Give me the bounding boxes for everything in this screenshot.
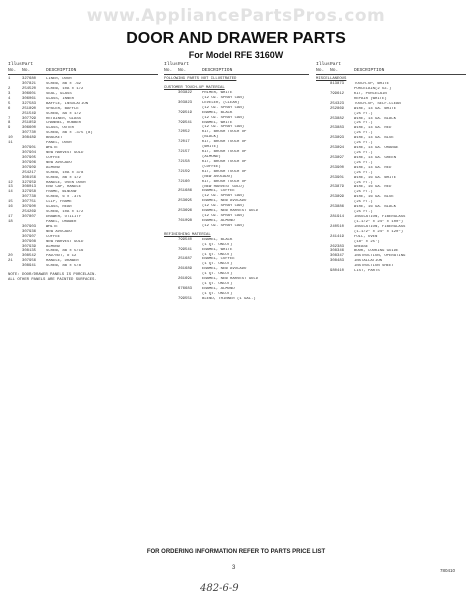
part-description: (1 QT. UNCUT)	[202, 291, 233, 296]
part-description: ENAMEL, ALMOND	[202, 219, 235, 223]
part-description: RETAINER, GLASS	[46, 116, 82, 121]
part-description: INSULATION, FIBERGLASS	[354, 224, 406, 229]
part-number: 253695	[178, 199, 193, 204]
part-description: (25 FT.)	[354, 160, 373, 165]
part-number: 253696	[178, 209, 193, 214]
illus-number: 11	[8, 141, 13, 146]
part-description: WIRE, 14 GA. ORANGE	[354, 146, 399, 151]
part-description: (12 OZ. SPRAY CAN)	[202, 223, 245, 228]
part-number: 980410	[330, 269, 345, 274]
part-number: 327583	[22, 101, 37, 106]
part-description: GREASE	[354, 244, 369, 249]
part-number: 308346	[330, 249, 345, 254]
part-number: 799540	[178, 237, 193, 242]
page-number: 3	[232, 565, 236, 571]
illus-number: 20	[8, 254, 13, 259]
part-number: 327958	[22, 190, 37, 195]
miscellaneous-list	[316, 82, 466, 274]
illus-number: 14	[8, 190, 13, 195]
part-number: 303822	[178, 91, 193, 96]
part-description: PORCELAIN(2 OZ.)	[354, 87, 392, 92]
part-description: INSTRUCTION, OPERATING	[354, 254, 406, 259]
part-number: 799612	[330, 91, 345, 96]
note-line: ALL OTHER PANELS ARE PAINTED SURFACES.	[8, 278, 97, 283]
refinishing-list	[164, 238, 309, 302]
part-number: 254520	[22, 87, 37, 92]
section-heading: REFINISHING MATERIAL	[164, 232, 211, 237]
part-description: WHITE	[46, 224, 58, 229]
parts-column-1	[8, 62, 158, 283]
part-number: 72017	[178, 140, 190, 145]
part-number: 307907	[22, 234, 37, 239]
part-description: (1 QT. UNCUT)	[202, 242, 233, 247]
part-number	[178, 224, 202, 229]
illus-number: 18	[8, 219, 13, 224]
illus-number: 16	[8, 205, 13, 210]
part-number: 307807	[22, 215, 37, 219]
part-description: KIT, BRUSH TOUCH UP	[202, 130, 247, 135]
part-description: FRAME, WINDOW	[46, 190, 77, 195]
part-number: 307939	[22, 244, 37, 249]
part-description: (25 FT.)	[354, 151, 373, 156]
part-description: (NEW AVOCADO)	[202, 174, 233, 179]
part-description: (1 QT. UNCUT)	[202, 282, 233, 287]
part-number: 307909	[22, 165, 37, 170]
part-description: REPAIR (WHITE)	[354, 96, 387, 101]
part-row	[8, 264, 158, 269]
column-header	[8, 62, 158, 75]
part-number: 799541	[178, 120, 193, 125]
part-description: SCREW, 8A x 1/2	[46, 111, 82, 116]
header-no: No.	[316, 67, 325, 73]
header-part: Part	[22, 62, 34, 67]
part-description: (1 QT. UNCUT)	[202, 272, 233, 277]
illus-number: 2	[8, 87, 11, 92]
part-description: INSTRUCTION SHEET	[354, 264, 394, 269]
part-number: 676683	[178, 286, 193, 291]
part-number: 254217	[22, 170, 37, 175]
part-description: WIRE, 14 GA. GREEN	[354, 155, 397, 160]
part-row	[316, 269, 466, 274]
part-description: (25 FT.)	[354, 200, 373, 205]
part-description: (12 OZ. SPRAY CAN)	[202, 95, 245, 100]
part-description: NEW HARVEST GOLD	[46, 239, 84, 244]
section-heading: MISCELLANEOUS	[316, 77, 347, 82]
illus-number: 3	[8, 91, 11, 96]
part-number: 253886	[330, 205, 345, 210]
part-description: SCREW, 8B x .375 (8)	[46, 131, 93, 136]
part-description: SCREW, 8B x .62	[46, 82, 82, 87]
column-header	[164, 62, 309, 75]
part-description: WIRE, 16 GA. BLUE	[354, 195, 394, 200]
part-number: 251687	[178, 257, 193, 262]
part-description: KIT, BRUSH TOUCH UP	[202, 169, 247, 174]
part-number: 799551	[178, 296, 193, 301]
part-description: LEVELER, (CLEAR)	[202, 100, 240, 105]
part-number: 251859	[22, 121, 37, 126]
part-description: (25 FT.)	[354, 141, 373, 146]
illus-number	[316, 269, 330, 274]
part-description: (ALMOND)	[202, 155, 221, 160]
part-description: KIT, BRUSH TOUCH UP	[202, 150, 247, 155]
part-number: 253883	[330, 126, 345, 131]
part-number: 240510	[330, 224, 345, 229]
part-description: END CAP, HANDLE	[46, 185, 82, 190]
illus-number	[164, 224, 178, 229]
part-description: BAFFLE, INSULATION	[46, 101, 89, 106]
header-no-2: No.	[330, 67, 339, 73]
part-description: (25 FT.)	[354, 190, 373, 195]
part-number: 72160	[178, 179, 190, 184]
part-description: (25 FT.)	[354, 121, 373, 126]
illus-number: 10	[8, 136, 13, 141]
part-description: INSTALLATION	[354, 259, 383, 264]
part-description: WHITE	[46, 146, 58, 151]
part-description: ENAMEL, WHITE	[202, 120, 233, 125]
part-description: (COFFEE)	[202, 164, 221, 169]
part-number: 72052	[178, 130, 190, 135]
part-number: 307900	[22, 205, 37, 210]
note-line: NOTE: DOOR/DRAWER PANELS IS PORCELAIN.	[8, 273, 97, 278]
part-number: 308483	[330, 259, 345, 264]
part-row	[164, 297, 309, 302]
part-description: HANDLE, OVEN DOOR	[46, 180, 86, 185]
handwritten-note: 482-6-9	[200, 583, 239, 594]
part-description: SCREW, 8B x 1/2	[46, 175, 82, 180]
part-description: (1-1/2" x 24" x 120")	[354, 229, 404, 234]
page-title: DOOR AND DRAWER PARTS	[126, 30, 346, 47]
part-description: KIT, BRUSH TOUCH UP	[202, 159, 247, 164]
part-description: ENAMEL, WHITE	[202, 247, 233, 252]
part-number: 307903	[22, 224, 37, 229]
part-description: WIRE, 14 GA. RED	[354, 126, 392, 131]
part-description: LIST, PARTS	[354, 269, 380, 274]
illus-number	[164, 297, 178, 302]
part-description: WIRE, 16 GA. RED	[354, 185, 392, 190]
part-description: WIRE, 14 GA. BLACK	[354, 116, 397, 121]
part-description: (25 FT.)	[354, 180, 373, 185]
header-description: DESCRIPTION	[46, 67, 77, 73]
illus-number: 9	[8, 126, 11, 131]
part-description: ENAMEL, ALMOND	[202, 286, 235, 291]
part-number: 72158	[178, 159, 190, 164]
part-description: SPACER, BAFFLE	[46, 106, 79, 111]
touch-up-list	[164, 91, 309, 229]
part-description: TOUCH-UP, WHITE	[354, 82, 390, 87]
part-number: 306061	[22, 96, 37, 101]
part-number: 253882	[330, 116, 345, 121]
part-number: 307738	[22, 195, 37, 200]
part-number: 253900	[330, 165, 345, 170]
part-number: 307799	[22, 116, 37, 121]
part-description: KIT, PORCELAIN	[354, 91, 387, 96]
part-number: 253901	[330, 175, 345, 180]
part-description: (BLACK)	[202, 135, 219, 140]
part-description: COFFEE	[46, 234, 61, 239]
illus-number: 21	[8, 259, 13, 264]
header-illus: Illus.	[164, 62, 181, 67]
part-description: PANEL, DOOR	[46, 141, 72, 146]
part-number: 307906	[22, 160, 37, 165]
part-number: 72157	[178, 150, 190, 155]
part-number: 261691	[178, 277, 193, 282]
part-description: FOIL, OVEN	[354, 234, 378, 239]
part-description: WIRE, 14 GA. BLUE	[354, 136, 394, 141]
part-description: (12 OZ. SPRAY CAN)	[202, 125, 245, 130]
part-description: CHANNEL, RUBBER	[46, 121, 82, 126]
part-description: PRIMER, WHITE	[202, 91, 233, 96]
part-number: 327680	[22, 77, 37, 82]
part-description: BOOK, COOKING GUIDE	[354, 249, 399, 254]
part-description: NEW HARVEST GOLD	[46, 151, 84, 156]
part-number: 799519	[178, 110, 193, 115]
part-description: (18" x 25')	[354, 239, 380, 244]
parts-list-1	[8, 77, 158, 269]
illus-number: 12	[8, 180, 13, 185]
part-number: 254269	[22, 210, 37, 215]
section-heading: CUSTOMER TOUCH-UP MATERIAL	[164, 86, 225, 91]
part-number: 308941	[22, 264, 37, 269]
part-number: 799541	[178, 247, 193, 252]
part-description: SEAL, GLASS	[46, 91, 72, 96]
part-description: (1 QT. UNCUT)	[202, 262, 233, 267]
illus-number: 17	[8, 215, 13, 219]
part-description: (WHITE)	[202, 145, 219, 150]
part-number: 251686	[178, 189, 193, 194]
part-number: 308347	[330, 254, 345, 259]
part-number: 303823	[178, 100, 193, 105]
part-number: 254323	[330, 101, 345, 106]
part-description: (25 FT.)	[354, 170, 373, 175]
part-description: (1 QT. UNCUT)	[202, 252, 233, 257]
illus-number: 13	[8, 185, 13, 190]
part-description: (12 OZ. SPRAY CAN)	[202, 214, 245, 219]
part-description: KIT, BRUSH TOUCH UP	[202, 140, 247, 145]
part-description: INSULATION, FIBERGLASS	[354, 215, 406, 219]
part-description: NEW AVOCADO	[46, 160, 72, 165]
section-heading: FOLLOWING PARTS NOT ILLUSTRATED	[164, 77, 237, 82]
part-number: 253879	[330, 185, 345, 190]
part-description: WIRE, 14 GA. WHITE	[354, 106, 397, 111]
part-number: 251549	[22, 111, 37, 116]
parts-column-2	[164, 62, 309, 302]
part-description: ENAMEL, NEW HARVEST GOLD	[202, 277, 259, 282]
part-number: 306601	[22, 91, 37, 96]
part-number: 251890	[22, 106, 37, 111]
header-part: Part	[178, 62, 190, 67]
part-description: LINER, DOOR	[46, 77, 72, 82]
part-number: 252869	[330, 106, 345, 111]
part-number: 307956	[22, 259, 37, 264]
part-number: 327959	[22, 180, 37, 185]
part-description: BLEND, THINNER (1 GAL.)	[202, 296, 256, 301]
part-number: 253894	[330, 146, 345, 151]
part-description: (1-1/2" x 24" x 100")	[354, 219, 404, 224]
part-description: ENAMEL, NEW HARVEST GOLD	[202, 209, 259, 214]
part-description: BRACKET	[46, 136, 63, 141]
part-number: 307821	[22, 82, 37, 87]
part-number: 306600	[22, 126, 37, 131]
part-description: (12 OZ. SPRAY CAN)	[202, 105, 245, 110]
part-number: 253899	[330, 195, 345, 200]
part-number: 253897	[330, 155, 345, 160]
part-description: (12 OZ. SPRAY CAN)	[202, 115, 245, 120]
part-description: ENAMEL, BLACK	[202, 110, 233, 115]
part-number: 308156	[22, 175, 37, 180]
part-row	[164, 224, 309, 229]
part-description: PANEL, DRAWER	[46, 219, 77, 224]
part-description: WIRE, 14 GA. RED	[354, 165, 392, 170]
part-number: 253893	[330, 136, 345, 141]
column-header	[316, 62, 466, 75]
part-description: ENAMEL, COFFEE	[202, 189, 235, 194]
illus-number: 4	[8, 96, 11, 101]
part-number: 308135	[22, 249, 37, 254]
part-number: 308489	[22, 136, 37, 141]
illus-number: 8	[8, 121, 11, 126]
illus-number: 15	[8, 200, 13, 205]
part-description: SCREW, 10A x 1/2	[46, 87, 84, 92]
part-number: 307730	[22, 131, 37, 136]
part-description: (25 FT.)	[354, 111, 373, 116]
part-description: (12 OZ. SPRAY CAN)	[202, 194, 245, 199]
part-description: ALMOND	[46, 165, 61, 170]
part-description: WIRE, 16 GA. BLACK	[354, 205, 397, 210]
part-description: ENAMEL, COFFEE	[202, 257, 235, 262]
part-description: ALMOND	[46, 244, 61, 249]
part-number: 307901	[22, 146, 37, 151]
header-description: DESCRIPTION	[202, 67, 233, 73]
part-number: 761098	[178, 219, 193, 223]
part-number: 308013	[22, 185, 37, 190]
part-description: (12 OZ. SPRAY CAN)	[202, 204, 245, 209]
part-description: HANDLE, DRAWER	[46, 259, 79, 264]
part-number: 813873	[330, 82, 345, 87]
part-description: KIT, BRUSH TOUCH UP	[202, 179, 247, 184]
parts-column-3	[316, 62, 466, 274]
part-description: PAD/NUT, # 12	[46, 254, 77, 259]
part-description: CLIP, FRAME	[46, 200, 72, 205]
part-number: 307751	[22, 200, 37, 205]
part-number: 307905	[22, 155, 37, 160]
watermark: www.AppliancePartsPros.com	[86, 6, 386, 26]
header-illus: Illus.	[316, 62, 333, 67]
part-description: NEW AVOCADO	[46, 229, 72, 234]
part-description: (25 FT.)	[354, 131, 373, 136]
header-illus: Illus.	[8, 62, 25, 67]
part-description: TOUCH-UP, SELF-CLEAN	[354, 101, 401, 106]
illus-number: 6	[8, 106, 11, 111]
part-number: 72159	[178, 169, 190, 174]
ordering-note: FOR ORDERING INFORMATION REFER TO PARTS PRICE LIST	[146, 549, 326, 555]
part-description: ENAMEL, BLACK	[202, 237, 233, 242]
part-number: 308542	[22, 254, 37, 259]
illus-number	[8, 264, 22, 269]
part-description: (25 FT.)	[354, 210, 373, 215]
header-no: No.	[164, 67, 173, 73]
document-code: 780410	[440, 568, 456, 573]
part-number: 307908	[22, 239, 37, 244]
part-description: SCREW, 8B x 5/16	[46, 249, 84, 254]
part-description: SCREW, 8B x 5/8	[46, 264, 82, 269]
part-description: GLASS, REAR	[46, 205, 72, 210]
part-number: 241419	[330, 234, 345, 239]
part-number: 261689	[178, 267, 193, 272]
part-number: 281914	[330, 215, 345, 219]
part-description: ENAMEL, NEW AVOCADO	[202, 267, 247, 272]
illus-number: 1	[8, 77, 11, 82]
part-number: 262383	[330, 244, 345, 249]
page-subtitle: For Model RFE 3160W	[188, 50, 284, 60]
header-description: DESCRIPTION	[354, 67, 385, 73]
part-description: (NEW HARVEST GOLD)	[202, 184, 245, 189]
header-no-2: No.	[178, 67, 187, 73]
part-number: 307904	[22, 151, 37, 156]
header-no: No.	[8, 67, 17, 73]
part-description: SCREW, 10A x 1/2	[46, 210, 84, 215]
header-no-2: No.	[22, 67, 31, 73]
part-description: GLASS, INNER	[46, 96, 75, 101]
part-description: SCREW, 6 x .375	[46, 195, 82, 200]
part-description: SCREW, 10A x 3/8	[46, 170, 84, 175]
illus-number: 7	[8, 116, 11, 121]
part-description: GLASS, OUTER	[46, 126, 75, 131]
part-number: 307936	[22, 229, 37, 234]
part-description: DRAWER, UTILITY	[46, 215, 82, 219]
part-description: ENAMEL, NEW AVOCADO	[202, 199, 247, 204]
part-description: COFFEE	[46, 155, 61, 160]
part-description: WIRE, 16 GA. WHITE	[354, 175, 397, 180]
header-part: Part	[330, 62, 342, 67]
illus-number: 5	[8, 101, 11, 106]
